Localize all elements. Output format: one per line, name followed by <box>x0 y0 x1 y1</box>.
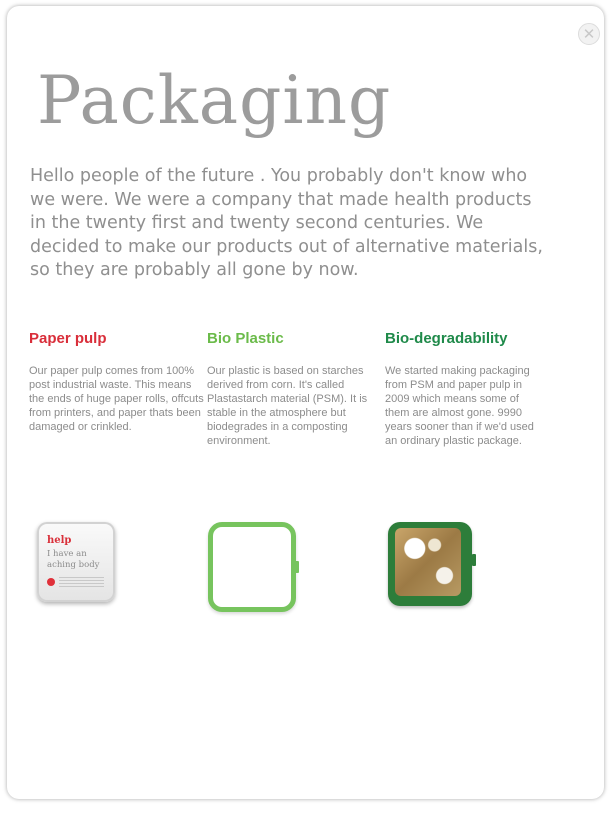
column-heading: Bio-degradability <box>385 330 508 347</box>
close-icon[interactable]: ✕ <box>578 23 600 45</box>
intro-text: Hello people of the future . You probably don't know who we were. We were a company that made health products in the twenty first and twenty second centuries. We decided to make our products out of alternative materials, so they are probably all gone by now. <box>30 166 543 280</box>
paper-pulp-package-image <box>37 522 115 602</box>
column-body: Our plastic is based on starches derived from corn. It's called Plastastarch material (PSM). It is stable in the atmosphere but biodegrades in a composting environment. <box>207 365 368 447</box>
page-title: Packaging <box>37 62 392 139</box>
package-label-line: I have an <box>47 549 87 559</box>
package-tab <box>295 561 299 573</box>
biodegraded-package-image <box>388 522 472 606</box>
degraded-material <box>395 528 461 596</box>
column-body: We started making packaging from PSM and paper pulp in 2009 which means some of them are almost gone. 9990 years sooner than if we'd used an ordinary plastic package. <box>385 365 534 447</box>
bio-plastic-package-image <box>208 522 296 612</box>
column-bio-plastic <box>207 330 383 448</box>
package-tab <box>472 554 476 566</box>
column-heading: Paper pulp <box>29 330 107 347</box>
column-body: Our paper pulp comes from 100% post industrial waste. This means the ends of huge paper rolls, offcuts from printers, and paper thats been damaged or crinkled. <box>29 365 204 433</box>
red-dot-icon <box>47 578 55 586</box>
package-brand: help <box>47 535 72 546</box>
column-heading: Bio Plastic <box>207 330 284 347</box>
fine-print <box>59 577 104 587</box>
package-label-line: aching body <box>47 560 100 570</box>
column-paper-pulp <box>29 330 209 434</box>
column-bio-degradability <box>385 330 545 448</box>
